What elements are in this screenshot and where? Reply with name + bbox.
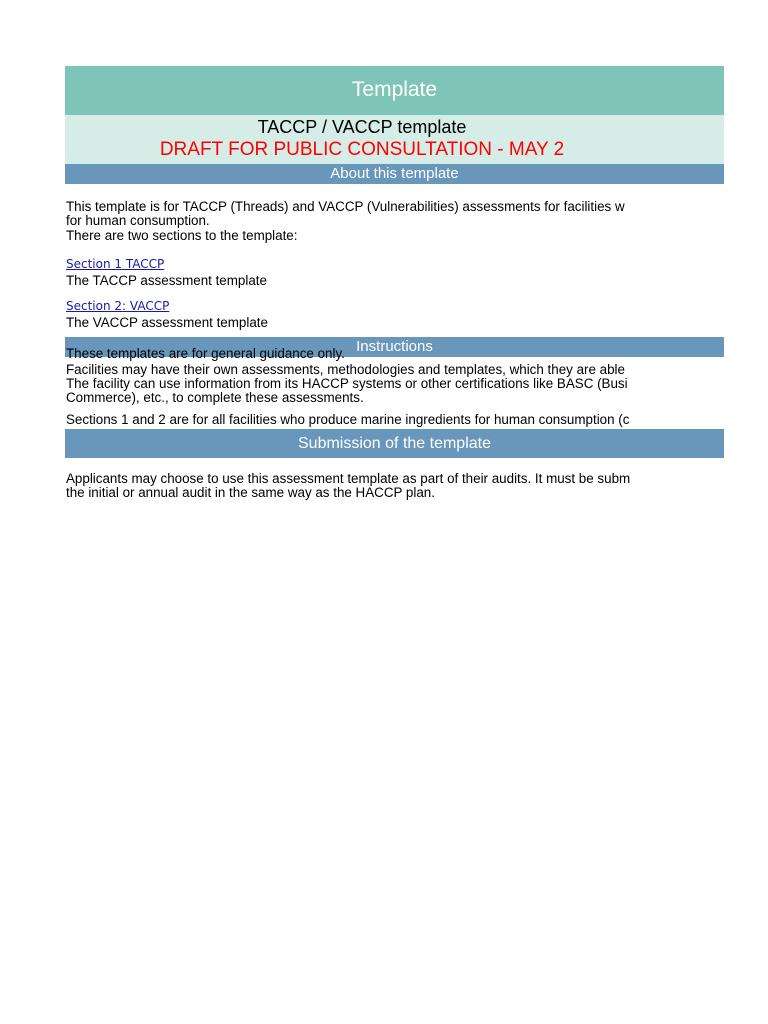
instructions-heading: Instructions: [65, 337, 724, 357]
about-heading: About this template: [65, 164, 724, 184]
submission-line2: the initial or annual audit in the same way as the HACCP plan.: [66, 485, 435, 500]
section1-link[interactable]: Section 1 TACCP: [66, 257, 165, 271]
section1-description: The TACCP assessment template: [66, 273, 267, 288]
instructions-line0: These templates are for general guidance only.: [66, 346, 345, 361]
submission-heading: Submission of the template: [65, 429, 724, 458]
section2-description: The VACCP assessment template: [66, 315, 268, 330]
instructions-line1: Facilities may have their own assessments, methodologies and templates, which they are able: [66, 362, 625, 377]
about-intro-line1: This template is for TACCP (Threads) and VACCP (Vulnerabilities) assessments for facilities w: [66, 199, 625, 214]
template-subtitle: TACCP / VACCP template: [257, 117, 467, 137]
page-title: Template: [65, 66, 724, 115]
about-intro-line3: There are two sections to the template:: [66, 228, 298, 243]
section1-link-row: [66, 257, 659, 272]
instructions-line2: The facility can use information from its HACCP systems or other certifications like BASC (Busi: [66, 376, 628, 391]
section2-link[interactable]: Section 2: VACCP: [66, 299, 170, 313]
about-intro-line2: for human consumption.: [66, 213, 210, 228]
instructions-line3: Commerce), etc., to complete these assessments.: [66, 390, 364, 405]
submission-line1: Applicants may choose to use this assessment template as part of their audits. It must be subm: [66, 471, 631, 486]
draft-notice: DRAFT FOR PUBLIC CONSULTATION - MAY 2: [159, 139, 565, 160]
section2-link-row: [66, 299, 659, 314]
instructions-line4: Sections 1 and 2 are for all facilities who produce marine ingredients for human consumption (c: [66, 412, 630, 427]
